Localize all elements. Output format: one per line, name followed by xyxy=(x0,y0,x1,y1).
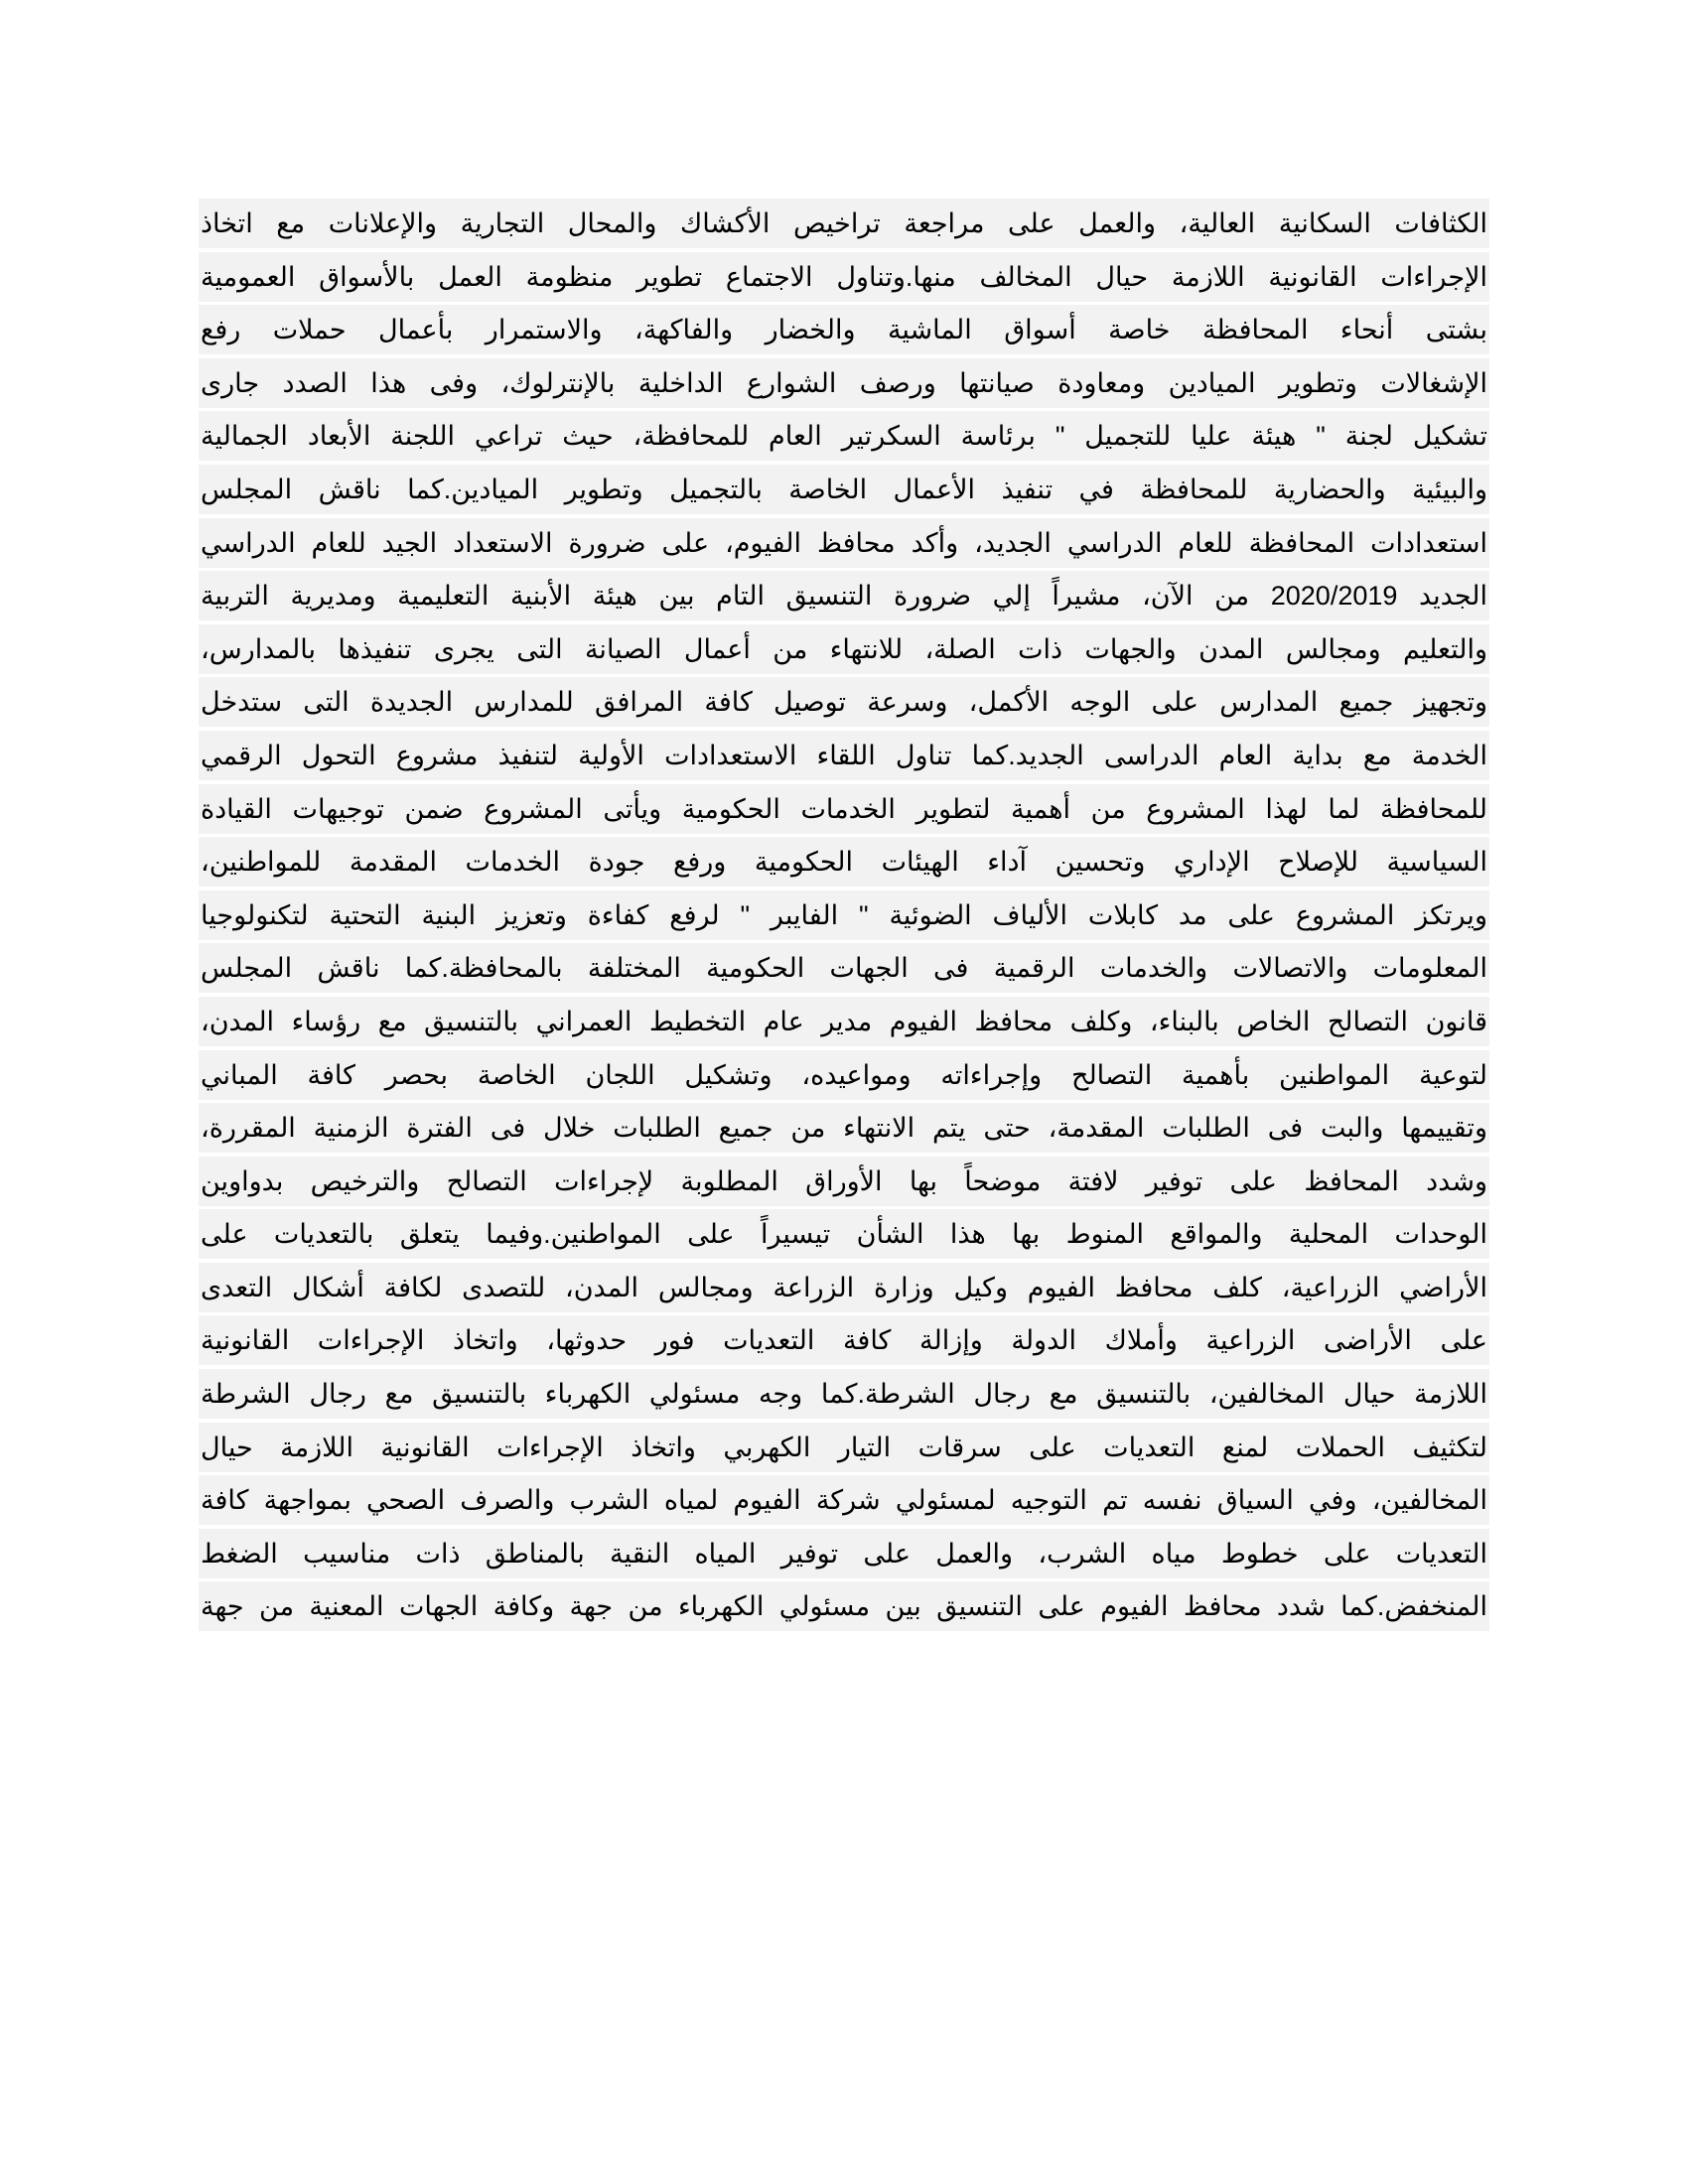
text-line: الكثافات السكانية العالية، والعمل على مراجعة تراخيص الأكشاك والمحال التجارية والإعلانات مع اتخاذ xyxy=(199,199,1489,248)
text-line: الجديد 2020/2019 من الآن، مشيراً إلي ضرورة التنسيق التام بين هيئة الأبنية التعليمية ومديرية التربية xyxy=(199,571,1489,620)
text-line: الوحدات المحلية والمواقع المنوط بها هذا الشأن تيسيراً على المواطنين.وفيما يتعلق بالتعديات على xyxy=(199,1209,1489,1259)
text-line: على الأراضى الزراعية وأملاك الدولة وإزالة كافة التعديات فور حدوثها، واتخاذ الإجراءات القانونية xyxy=(199,1315,1489,1365)
text-line: التعديات على خطوط مياه الشرب، والعمل على توفير المياه النقية بالمناطق ذات مناسيب الضغط xyxy=(199,1529,1489,1578)
text-line: بشتى أنحاء المحافظة خاصة أسواق الماشية والخضار والفاكهة، والاستمرار بأعمال حملات رفع xyxy=(199,305,1489,354)
text-line: وتجهيز جميع المدارس على الوجه الأكمل، وسرعة توصيل كافة المرافق للمدارس الجديدة التى ستدخل xyxy=(199,677,1489,727)
article-body xyxy=(199,199,1489,1635)
text-line: الخدمة مع بداية العام الدراسى الجديد.كما تناول اللقاء الاستعدادات الأولية لتنفيذ مشروع التحول الرقمي xyxy=(199,731,1489,780)
text-line: المعلومات والاتصالات والخدمات الرقمية فى الجهات الحكومية المختلفة بالمحافظة.كما ناقش المجلس xyxy=(199,943,1489,993)
text-line: لتكثيف الحملات لمنع التعديات على سرقات التيار الكهربي واتخاذ الإجراءات القانونية اللازمة حيال xyxy=(199,1423,1489,1472)
text-line: المخالفين، وفي السياق نفسه تم التوجيه لمسئولي شركة الفيوم لمياه الشرب والصرف الصحي بمواجهة كافة xyxy=(199,1475,1489,1525)
text-line: قانون التصالح الخاص بالبناء، وكلف محافظ الفيوم مدير عام التخطيط العمراني بالتنسيق مع رؤساء المدن، xyxy=(199,997,1489,1046)
text-line: استعدادات المحافظة للعام الدراسي الجديد، وأكد محافظ الفيوم، على ضرورة الاستعداد الجيد للعام الدراسي xyxy=(199,518,1489,568)
text-line: السياسية للإصلاح الإداري وتحسين آداء الهيئات الحكومية ورفع جودة الخدمات المقدمة للمواطنين، xyxy=(199,837,1489,887)
text-line: والتعليم ومجالس المدن والجهات ذات الصلة، للانتهاء من أعمال الصيانة التى يجرى تنفيذها بالمدارس، xyxy=(199,624,1489,674)
text-line: الأراضي الزراعية، كلف محافظ الفيوم وكيل وزارة الزراعة ومجالس المدن، للتصدى لكافة أشكال التعدى xyxy=(199,1263,1489,1312)
text-line: وشدد المحافظ على توفير لافتة موضحاً بها الأوراق المطلوبة لإجراءات التصالح والترخيص بدواوين xyxy=(199,1157,1489,1206)
text-line: وتقييمها والبت فى الطلبات المقدمة، حتى يتم الانتهاء من جميع الطلبات خلال فى الفترة الزمنية المقررة، xyxy=(199,1103,1489,1153)
text-line: لتوعية المواطنين بأهمية التصالح وإجراءاته ومواعيده، وتشكيل اللجان الخاصة بحصر كافة المباني xyxy=(199,1050,1489,1100)
text-line: اللازمة حيال المخالفين، بالتنسيق مع رجال الشرطة.كما وجه مسئولي الكهرباء بالتنسيق مع رجال الشرطة xyxy=(199,1369,1489,1419)
text-line: ويرتكز المشروع على مد كابلات الألياف الضوئية " الفايبر " لرفع كفاءة وتعزيز البنية التحتية لتكنولوجيا xyxy=(199,890,1489,940)
text-line: الإجراءات القانونية اللازمة حيال المخالف منها.وتناول الاجتماع تطوير منظومة العمل بالأسواق العمومية xyxy=(199,252,1489,302)
text-line: المنخفض.كما شدد محافظ الفيوم على التنسيق بين مسئولي الكهرباء من جهة وكافة الجهات المعنية من جهة xyxy=(199,1581,1489,1631)
text-line: للمحافظة لما لهذا المشروع من أهمية لتطوير الخدمات الحكومية ويأتى المشروع ضمن توجيهات القيادة xyxy=(199,784,1489,834)
text-line: والبيئية والحضارية للمحافظة في تنفيذ الأعمال الخاصة بالتجميل وتطوير الميادين.كما ناقش المجلس xyxy=(199,465,1489,514)
text-line: الإشغالات وتطوير الميادين ومعاودة صيانتها ورصف الشوارع الداخلية بالإنترلوك، وفى هذا الصدد جارى xyxy=(199,358,1489,408)
text-line: تشكيل لجنة " هيئة عليا للتجميل " برئاسة السكرتير العام للمحافظة، حيث تراعي اللجنة الأبعاد الجمالية xyxy=(199,411,1489,461)
